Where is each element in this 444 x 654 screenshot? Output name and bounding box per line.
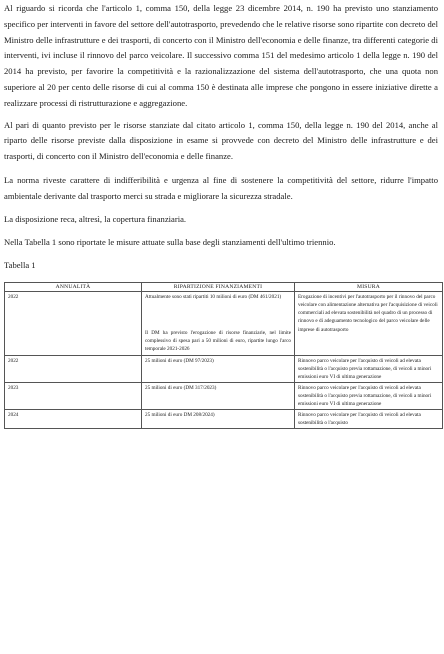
- cell-year: 2024: [5, 410, 142, 429]
- split-amount: Attualmente sono stati ripartiti 10 milioni di euro (DM 461/2021): [145, 294, 282, 301]
- table-row: [5, 410, 443, 429]
- paragraph-financial-coverage: La disposizione reca, altresì, la copertura finanziaria.: [4, 213, 187, 224]
- header-year: ANNUALITÀ: [5, 283, 142, 292]
- cell-year: 2022: [5, 355, 142, 382]
- cell-measure: Rinnovo parco veicolare per l'acquisto di veicoli ad elevata sostenibilità o l'acquisto previa rottamazione, di veicoli a minori emissioni euro VI di ultima generazione: [295, 355, 443, 382]
- cell-split: [142, 292, 295, 355]
- split-amount: 25 milioni di euro (DM 317/2023): [145, 384, 217, 391]
- cell-measure: Rinnovo parco veicolare per l'acquisto di veicoli ad elevata sostenibilità o l'acquisto previa rottamazione, di veicoli a minori emissioni euro VI di ultima generazione: [295, 382, 443, 409]
- cell-split: [142, 410, 295, 429]
- table-row: [5, 382, 443, 409]
- table-caption: Tabella 1: [4, 260, 36, 271]
- table-row: [5, 292, 443, 355]
- split-note: Il DM ha previsto l'erogazione di risorse finanziarie, nel limite complessivo di spesa pari a 50 milioni di euro, ripartite lungo l'arco temporale 2021-2026: [145, 330, 291, 353]
- header-split: RIPARTIZIONE FINANZIAMENTI: [142, 283, 295, 292]
- paragraph-allocation-decree: Al pari di quanto previsto per le risorse stanziate dal citato articolo 1, comma 150, della legge n. 190 del 2014, anche al riparto delle risorse previste dalla disposizione in esame si provvede con decreto del Ministro delle infrastrutture e dei trasporti, di concerto con il Ministro dell'economia e delle finanze.: [4, 119, 438, 162]
- paragraph-legal-background: Al riguardo si ricorda che l'articolo 1, comma 150, della legge 23 dicembre 2014, n. 190 ha previsto uno stanziamento specifico per interventi in favore del settore dell'autotrasporto, prevedendo che le relative risorse sono ripartite con decreto del Ministro delle infrastrutture e dei trasporti, di concerto con il Ministro dell'economia e delle finanze, tra differenti categorie di interventi, ivi incluse il rinnovo del parco veicolare. Il successivo comma 151 del medesimo articolo 1 della legge n. 190 del 2014 ha previsto, per favorire la competitività e la razionalizzazione del sistema dell'autotrasporto, che una quota non superiore al 20 per cento delle risorse di cui al comma 150 è destinata alle imprese che pongono in essere iniziative dirette a realizzare processi di ristrutturazione e aggregazione.: [4, 3, 438, 108]
- split-amount: 25 milioni di euro DM 208/2024): [145, 412, 215, 419]
- split-amount: 25 milioni di euro (DM 97/2023): [145, 357, 214, 364]
- paragraph-urgency: La norma riveste carattere di indifferibilità e urgenza al fine di sostenere la competitività del settore, ridurre l'impatto ambientale derivante dal trasporto merci su strada e migliorare la sicurezza stradale.: [4, 174, 438, 201]
- cell-measure: Erogazione di incentivi per l'autotrasporto per il rinnovo del parco veicolare con alimentazione alternativa per l'acquisizione di veicoli commerciali ad elevata sostenibilità nel quadro di un processo di rinnovo e di adeguamento tecnologico del parco veicolare delle imprese di autotrasporto: [295, 292, 443, 355]
- header-measure: MISURA: [295, 283, 443, 292]
- cell-split: [142, 382, 295, 409]
- cell-measure: Rinnovo parco veicolare per l'acquisto di veicoli ad elevata sostenibilità o l'acquisto: [295, 410, 443, 429]
- table-row: [5, 355, 443, 382]
- cell-year: 2023: [5, 382, 142, 409]
- table-header-row: [5, 283, 443, 292]
- cell-year: 2022: [5, 292, 142, 355]
- cell-split: [142, 355, 295, 382]
- funding-table: [4, 282, 443, 429]
- paragraph-table-intro: Nella Tabella 1 sono riportate le misure attuate sulla base degli stanziamenti dell'ultimo triennio.: [4, 237, 336, 248]
